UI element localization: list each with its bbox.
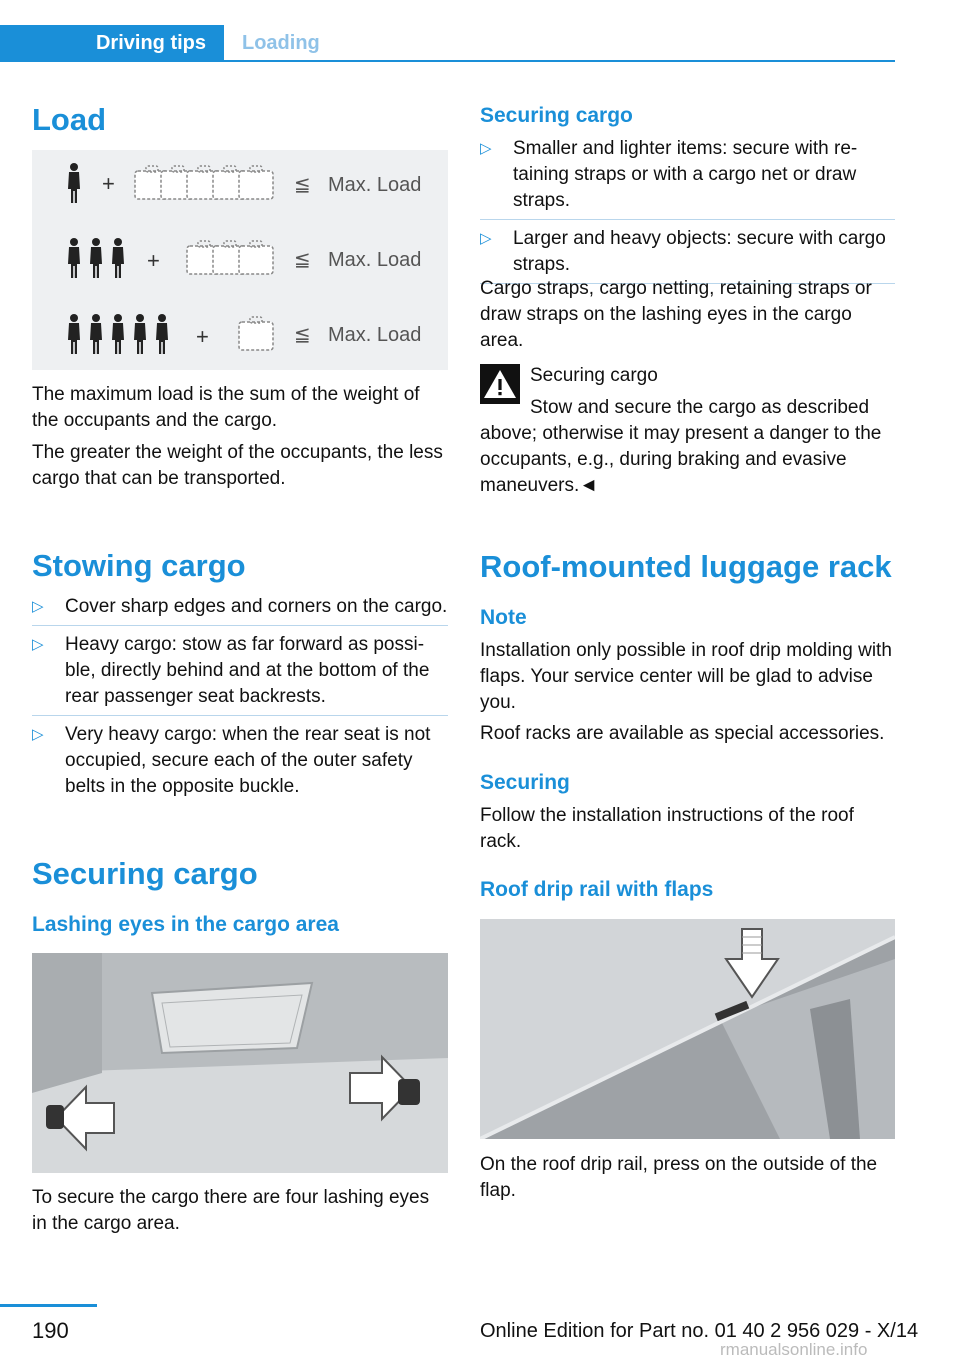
bullet-triangle-icon: ▷ xyxy=(32,726,44,743)
svg-text:+: + xyxy=(147,248,160,273)
list-item: ▷ Heavy cargo: stow as far forward as possi‐ble, directly behind and at the bottom of the rear passenger seat backrests. xyxy=(32,632,448,716)
lashing-subtitle: Lashing eyes in the cargo area xyxy=(32,913,339,936)
row-1 xyxy=(68,163,421,203)
bullet-triangle-icon: ▷ xyxy=(480,140,492,157)
svg-text:Max. Load: Max. Load xyxy=(328,249,422,271)
plus-sign: + xyxy=(102,171,115,196)
lashing-eyes-image xyxy=(32,953,448,1173)
svg-text:Max. Load: Max. Load xyxy=(328,324,422,346)
svg-text:≦: ≦ xyxy=(294,172,311,196)
stowing-title: Stowing cargo xyxy=(32,548,246,583)
load-figure xyxy=(32,150,448,370)
securing-title: Securing cargo xyxy=(32,856,258,891)
footer-divider xyxy=(0,1304,97,1307)
page-number: 190 xyxy=(32,1318,69,1343)
warning-triangle-icon xyxy=(480,364,520,404)
stowing-list xyxy=(32,594,448,806)
roof-drip-image xyxy=(480,919,895,1139)
roof-title: Roof-mounted luggage rack xyxy=(480,549,892,584)
list-item: ▷ Larger and heavy objects: secure with cargo straps. xyxy=(480,226,895,284)
load-figure-drawing xyxy=(32,150,448,370)
svg-text:≦: ≦ xyxy=(294,247,311,271)
row-3 xyxy=(68,314,421,354)
watermark-text: rmanualsonline.info xyxy=(720,1340,868,1359)
bullet-triangle-icon: ▷ xyxy=(32,598,44,615)
svg-text:≦: ≦ xyxy=(294,322,311,346)
row-2 xyxy=(68,238,421,278)
securing-paragraph: Cargo straps, cargo netting, retaining straps or draw straps on the lashing eyes in the cargo area. xyxy=(480,278,872,351)
load-paragraph-2: The greater the weight of the occupants, the less cargo that can be transported. xyxy=(32,442,443,489)
list-item: ▷ Very heavy cargo: when the rear seat is not occupied, secure each of the outer safety belts in the opposite buckle. xyxy=(32,724,431,797)
warning-text-first: Stow and secure the cargo as described xyxy=(530,397,870,418)
note-paragraph-2: Roof racks are available as special accessories. xyxy=(480,723,885,744)
tab-loading[interactable]: Loading xyxy=(242,32,320,54)
edition-text: Online Edition for Part no. 01 40 2 956 029 - X/14 xyxy=(480,1320,919,1342)
securing2-paragraph: Follow the installation instructions of the roof rack. xyxy=(480,805,854,852)
list-item: ▷ Cover sharp edges and corners on the cargo. xyxy=(32,594,448,626)
drip-subtitle: Roof drip rail with flaps xyxy=(480,878,714,901)
list-item: ▷ Smaller and lighter items: secure with re‐taining straps or with a cargo net or draw straps. xyxy=(480,136,895,220)
securing2-subtitle: Securing xyxy=(480,771,570,794)
warning-title: Securing cargo xyxy=(530,365,658,386)
lashing-paragraph: To secure the cargo there are four lashing eyes in the cargo area. xyxy=(32,1187,430,1234)
tab-driving-tips[interactable]: Driving tips xyxy=(0,25,224,62)
note-subtitle: Note xyxy=(480,606,527,629)
header-divider xyxy=(224,60,895,62)
warning-text-rest: above; otherwise it may present a danger to the occupants, e.g., during braking and evasive maneuvers.◄ xyxy=(480,423,882,496)
drip-paragraph: On the roof drip rail, press on the outside of the flap. xyxy=(480,1154,878,1201)
bullet-triangle-icon: ▷ xyxy=(32,636,44,653)
load-paragraph-1: The maximum load is the sum of the weight of the occupants and the cargo. xyxy=(32,384,420,431)
svg-text:+: + xyxy=(196,324,209,349)
bullet-triangle-icon: ▷ xyxy=(480,230,492,247)
load-title: Load xyxy=(32,102,107,137)
note-paragraph-1: Installation only possible in roof drip molding with flaps. Your service center will be glad to advise you. xyxy=(480,640,892,713)
securing-list xyxy=(480,136,895,290)
securing-subtitle: Securing cargo xyxy=(480,104,633,127)
max-load-label: Max. Load xyxy=(328,174,422,196)
